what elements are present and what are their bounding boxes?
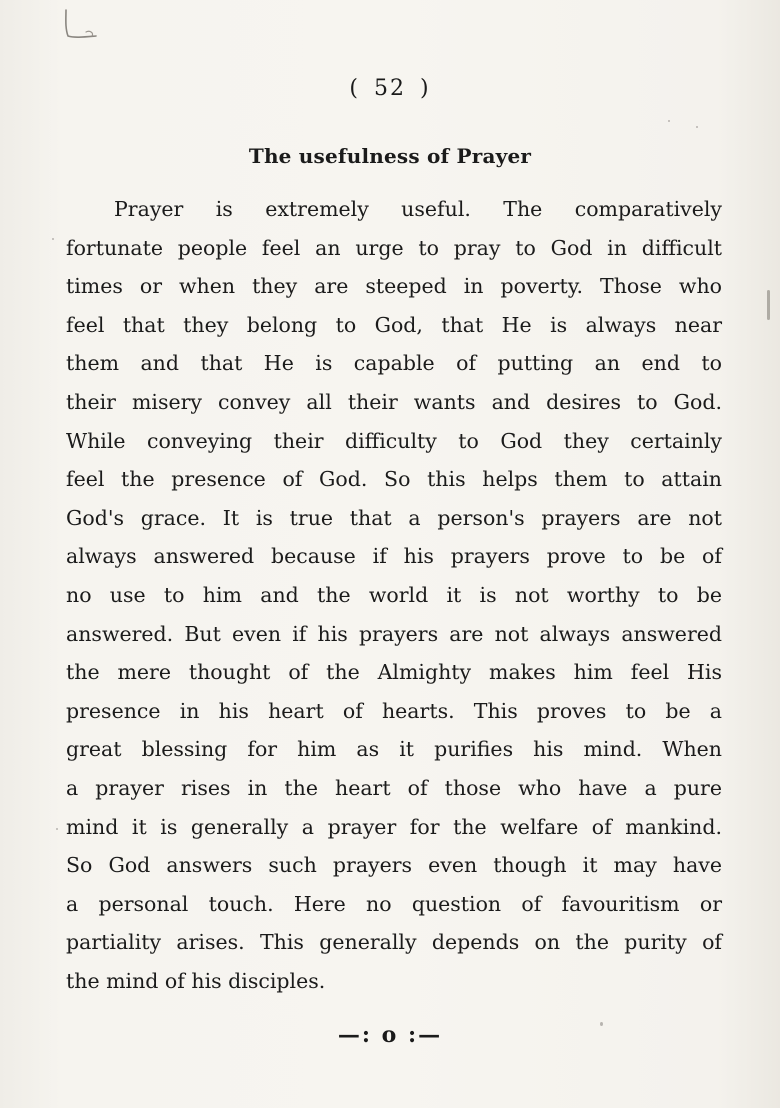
end-ornament: —: o :—: [337, 1022, 443, 1048]
text-line: feel that they belong to God, that He is always near: [66, 312, 722, 337]
text-line: fortunate people feel an urge to pray to God in difficult: [66, 235, 722, 260]
text-line: the mere thought of the Almighty makes him feel His: [66, 660, 722, 685]
paper-speck: [52, 238, 54, 240]
text-line: feel the presence of God. So this helps them to attain: [66, 467, 722, 492]
paper-speck: [56, 828, 58, 830]
text-line: answered. But even if his prayers are not always answered: [66, 621, 722, 646]
paper-speck: [696, 126, 698, 128]
text-line: mind it is generally a prayer for the welfare of mankind.: [66, 814, 722, 839]
text-line: a personal touch. Here no question of favouritism or: [66, 891, 722, 916]
text-line: times or when they are steeped in poverty. Those who: [66, 274, 722, 299]
text-line: the mind of his disciples.: [66, 968, 326, 993]
page-edge-mark: [767, 290, 770, 320]
text-line: God's grace. It is true that a person's prayers are not: [66, 505, 722, 530]
text-line: no use to him and the world it is not worthy to be: [66, 582, 722, 607]
chapter-title: The usefulness of Prayer: [248, 144, 532, 168]
page-number-close-paren: ): [420, 76, 431, 101]
paragraph: [66, 190, 722, 1000]
text-line: While conveying their difficulty to God they certainly: [66, 428, 722, 453]
text-line: presence in his heart of hearts. This proves to be a: [66, 698, 722, 723]
page-number-value: 52: [374, 76, 406, 101]
text-line: So God answers such prayers even though it may have: [66, 853, 722, 878]
text-line: Prayer is extremely useful. The comparatively: [114, 197, 722, 221]
page-number-open-paren: (: [349, 76, 360, 101]
text-line: always answered because if his prayers prove to be of: [66, 544, 722, 569]
paper-speck: [600, 1022, 603, 1026]
text-line: them and that He is capable of putting an end to: [66, 351, 722, 376]
text-line: great blessing for him as it purifies his mind. When: [66, 737, 722, 762]
pencil-scribble-mark: [62, 8, 104, 42]
paper-speck: [668, 120, 670, 122]
text-line: their misery convey all their wants and desires to God.: [66, 389, 722, 414]
page-number: [0, 76, 780, 101]
text-line: a prayer rises in the heart of those who have a pure: [66, 775, 722, 800]
text-line: partiality arises. This generally depends on the purity of: [66, 930, 722, 955]
